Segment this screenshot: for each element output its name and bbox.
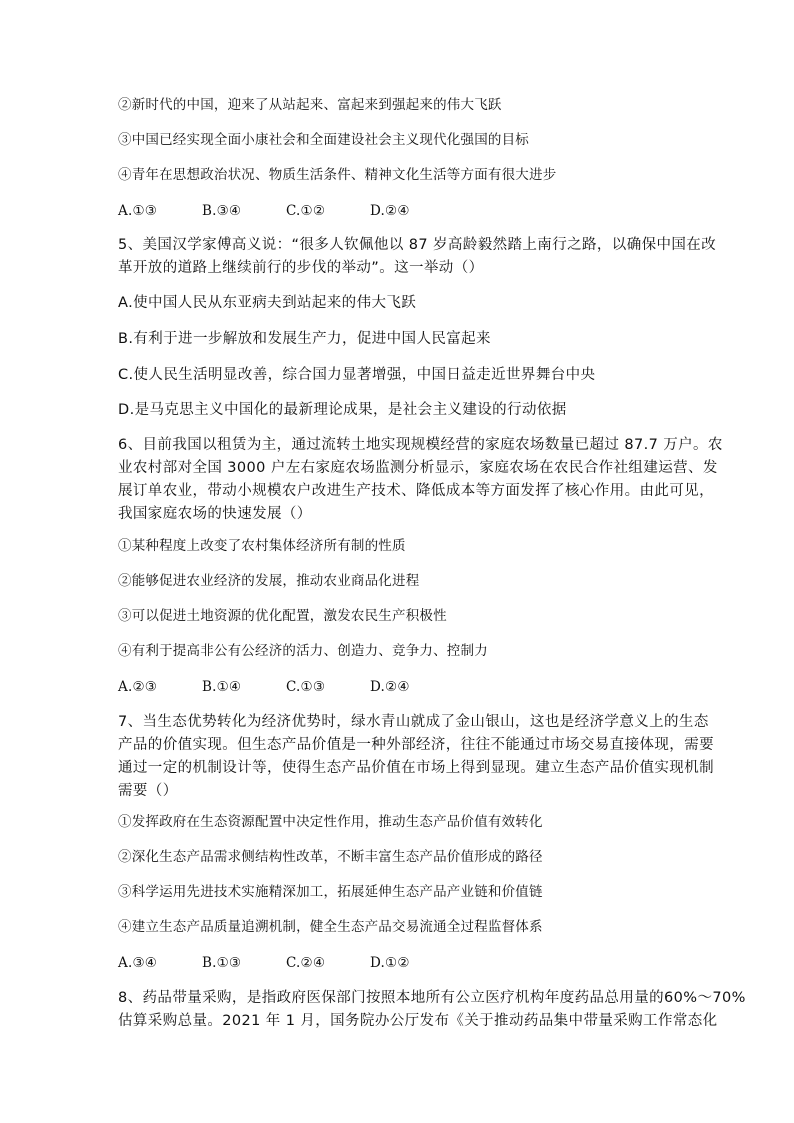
question-7-stem-line-1: 7、当生态优势转化为经济优势时，绿水青山就成了金山银山，这也是经济学意义上的生态 [118, 714, 709, 730]
option-b: B.③④ [202, 203, 242, 219]
question-5-choice-c: C.使人民生活明显改善，综合国力显著增强，中国日益走近世界舞台中央 [118, 367, 596, 383]
question-6-stem-line-2: 业农村部对全国 3000 户左右家庭农场监测分析显示，家庭农场在农民合作社组建运营、发 [118, 460, 718, 476]
question-8-stem-line-2: 估算采购总量。2021 年 1 月，国务院办公厅发布《关于推动药品集中带量采购工作常态化 [118, 1013, 718, 1029]
answer-options [118, 202, 454, 220]
option-d: D.②④ [370, 679, 410, 695]
question-7-stem-line-2: 产品的价值实现。但生态产品价值是一种外部经济，往往不能通过市场交易直接体现，需要 [118, 737, 714, 753]
question-7-statement-1: ①发挥政府在生态资源配置中决定性作用，推动生态产品价值有效转化 [118, 814, 543, 830]
question-6-stem-line-3: 展订单农业，带动小规模农户改进生产技术、降低成本等方面发挥了核心作用。由此可见， [118, 483, 714, 499]
question-6-options [118, 678, 454, 696]
question-6-stem-line-4: 我国家庭农场的快速发展（） [118, 506, 312, 522]
question-8-stem-line-1: 8、药品带量采购，是指政府医保部门按照本地所有公立医疗机构年度药品总用量的60%～70% [118, 990, 746, 1006]
question-6-statement-3: ③可以促进土地资源的优化配置，激发农民生产积极性 [118, 608, 447, 624]
statement-4: ④青年在思想政治状况、物质生活条件、精神文化生活等方面有很大进步 [118, 167, 557, 183]
question-5-choice-b: B.有利于进一步解放和发展生产力，促进中国人民富起来 [118, 331, 491, 347]
statement-3: ③中国已经实现全面小康社会和全面建设社会主义现代化强国的目标 [118, 132, 529, 148]
option-b: B.①③ [202, 955, 242, 971]
question-5-stem-line-2: 革开放的道路上继续前行的步伐的举动”。这一举动（） [118, 260, 484, 276]
question-5-choice-d: D.是马克思主义中国化的最新理论成果，是社会主义建设的行动依据 [118, 402, 567, 418]
question-6-statement-2: ②能够促进农业经济的发展，推动农业商品化进程 [118, 573, 420, 589]
question-6-stem-line-1: 6、目前我国以租赁为主，通过流转土地实现规模经营的家庭农场数量已超过 87.7 万户。农 [118, 437, 723, 453]
question-7-stem-line-4: 需要（） [118, 783, 178, 799]
option-c: C.①③ [286, 679, 326, 695]
question-7-statement-2: ②深化生态产品需求侧结构性改革，不断丰富生态产品价值形成的路径 [118, 849, 543, 865]
option-c: C.②④ [286, 955, 326, 971]
question-5-stem-line-1: 5、美国汉学家傅高义说：“很多人钦佩他以 87 岁高龄毅然踏上南行之路，以确保中国在改 [118, 237, 717, 253]
option-d: D.②④ [370, 203, 410, 219]
statement-2: ②新时代的中国，迎来了从站起来、富起来到强起来的伟大飞跃 [118, 97, 502, 113]
option-c: C.①② [286, 203, 326, 219]
question-7-statement-4: ④建立生态产品质量追溯机制，健全生态产品交易流通全过程监督体系 [118, 919, 543, 935]
question-6-statement-4: ④有利于提高非公有公经济的活力、创造力、竞争力、控制力 [118, 643, 488, 659]
question-7-stem-line-3: 通过一定的机制设计等，使得生态产品价值在市场上得到显现。建立生态产品价值实现机制 [118, 760, 714, 776]
question-7-options [118, 954, 454, 972]
option-a: A.③④ [118, 955, 158, 971]
option-a: A.②③ [118, 679, 158, 695]
question-5-choice-a: A.使中国人民从东亚病夫到站起来的伟大飞跃 [118, 295, 417, 311]
option-a: A.①③ [118, 203, 158, 219]
question-6-statement-1: ①某种程度上改变了农村集体经济所有制的性质 [118, 538, 406, 554]
question-7-statement-3: ③科学运用先进技术实施精深加工，拓展延伸生态产品产业链和价值链 [118, 884, 543, 900]
option-b: B.①④ [202, 679, 242, 695]
option-d: D.①② [370, 955, 410, 971]
